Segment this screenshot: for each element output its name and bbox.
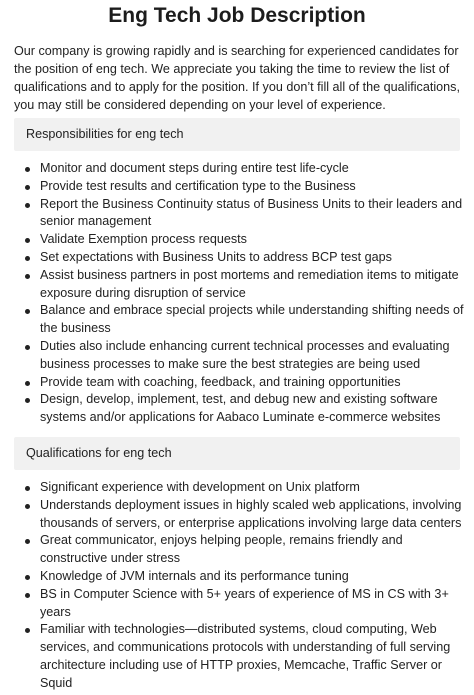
bullet-icon (25, 238, 30, 243)
bullet-icon (25, 628, 30, 633)
qualifications-heading: Qualifications for eng tech (14, 437, 460, 470)
qualifications-list (14, 479, 466, 693)
list-item-text: Provide team with coaching, feedback, and training opportunities (40, 374, 401, 389)
list-item-text: Assist business partners in post mortems and remediation items to mitigate exposure during disruption of service (40, 267, 459, 300)
list-item (14, 374, 466, 392)
list-item (14, 621, 466, 692)
bullet-icon (25, 167, 30, 172)
list-item-text: Significant experience with development on Unix platform (40, 480, 360, 494)
list-item-text: Report the Business Continuity status of Business Units to their leaders and senior management (40, 196, 463, 229)
list-item-text: BS in Computer Science with 5+ years of experience of MS in CS with 3+ years (40, 586, 449, 619)
list-item-text: Validate Exemption process requests (40, 232, 247, 247)
list-item (14, 391, 466, 427)
bullet-icon (25, 593, 30, 598)
list-item (14, 568, 466, 586)
bullet-icon (25, 504, 30, 509)
page-title: Eng Tech Job Description (108, 4, 366, 27)
bullet-icon (25, 185, 30, 190)
list-item (14, 267, 466, 303)
list-item (14, 497, 466, 533)
list-item (14, 231, 466, 249)
bullet-icon (25, 381, 30, 386)
list-item (14, 249, 466, 267)
list-item (14, 338, 466, 374)
list-item-text: Great communicator, enjoys helping people, remains friendly and constructive under stress (40, 533, 403, 566)
bullet-icon (25, 256, 30, 261)
list-item-text: Duties also include enhancing current technical processes and evaluating business processes to make sure the best strategies are being used (40, 338, 450, 371)
list-item-text: Balance and embrace special projects while understanding shifting needs of the business (40, 303, 464, 336)
list-item (14, 178, 466, 196)
bullet-icon (25, 203, 30, 208)
bullet-icon (25, 309, 30, 314)
responsibilities-heading: Responsibilities for eng tech (14, 118, 460, 151)
list-item (14, 160, 466, 178)
bullet-icon (25, 486, 30, 491)
bullet-icon (25, 345, 30, 350)
responsibilities-list (14, 160, 466, 427)
bullet-icon (25, 539, 30, 544)
bullet-icon (25, 274, 30, 279)
list-item-text: Monitor and document steps during entire test life-cycle (40, 161, 349, 175)
list-item (14, 302, 466, 338)
list-item-text: Provide test results and certification type to the Business (40, 178, 356, 193)
list-item (14, 196, 466, 232)
list-item-text: Familiar with technologies—distributed systems, cloud computing, Web services, and communications protocols with understanding of full serving architecture including use of HTTP proxies, Memcache, Traffic Server or Squid (40, 622, 451, 690)
list-item-text: Understands deployment issues in highly scaled web applications, involving thousands of servers, or enterprise applications involving large data centers (40, 497, 462, 530)
list-item (14, 586, 466, 622)
list-item (14, 479, 466, 497)
list-item (14, 532, 466, 568)
bullet-icon (25, 575, 30, 580)
intro-paragraph: Our company is growing rapidly and is searching for experienced candidates for the position of eng tech. We appreciate you taking the time to review the list of qualifications and to apply for the position. If you don’t fill all of the qualifications, you may still be considered depending on your level of experience. (14, 44, 460, 112)
list-item-text: Set expectations with Business Units to address BCP test gaps (40, 249, 392, 264)
bullet-icon (25, 398, 30, 403)
list-item-text: Knowledge of JVM internals and its performance tuning (40, 568, 349, 583)
list-item-text: Design, develop, implement, test, and debug new and existing software systems and/or applications for Aabaco Luminate e-commerce websites (40, 392, 441, 425)
